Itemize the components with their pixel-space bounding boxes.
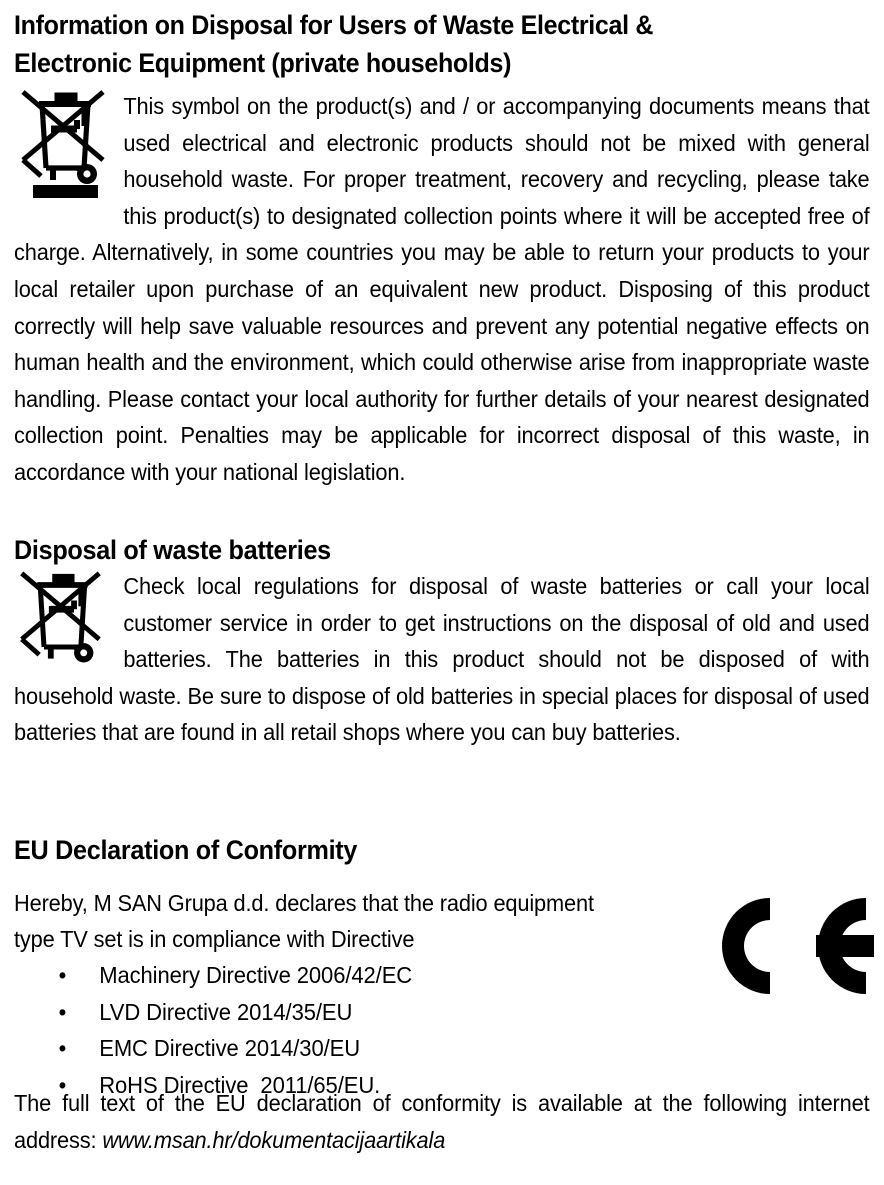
list-item xyxy=(0,1030,756,1067)
directives-list xyxy=(0,957,800,1103)
conformity-intro-line-1: Hereby, M SAN Grupa d.d. declares that the radio equipment xyxy=(14,890,594,916)
battery-disposal-paragraph xyxy=(14,568,870,751)
directive-label: EMC Directive 2014/30/EU xyxy=(99,1035,361,1061)
directive-label: RoHS Directive 2011/65/EU. xyxy=(99,1071,381,1098)
conformity-url: www.msan.hr/dokumentacijaartikala xyxy=(102,1126,446,1153)
bullet-icon: • xyxy=(58,962,67,988)
battery-paragraph-text: Check local regulations for disposal of waste batteries or call your local customer service in order to get instructions on the disposal of old and used batteries. The batteries in this product should not be disposed of with household waste. Be sure to dispose of old batteries in special places for disposal of used batteries that are found in all retail shops where you can buy batteries. xyxy=(14,573,870,746)
list-item xyxy=(0,957,756,994)
bullet-icon: • xyxy=(58,998,67,1025)
ce-conformity-mark xyxy=(688,890,874,1007)
conformity-intro-line-2: type TV set is in compliance with Directive xyxy=(14,926,415,952)
weee-icon-text-wrap-spacer xyxy=(14,88,123,206)
section-heading-eu-declaration: EU Declaration of Conformity xyxy=(14,835,358,865)
weee-paragraph-text: This symbol on the product(s) and / or accompanying documents means that used electrical and electronic products should not be mixed with general household waste. For proper treatment, recovery and recycling, please take this product(s) to designated collection points where it will be accepted free of charge. Alternatively, in some countries you may be able to return your products to your local retailer upon purchase of an equivalent new product. Disposing of this product correctly will help save valuable resources and prevent any potential negative effects on human health and the environment, which could otherwise arise from inappropriate waste handling. Please contact your local authority for further details of your nearest designated collection point. Penalties may be applicable for incorrect disposal of this waste, in accordance with your national legislation. xyxy=(14,93,870,485)
page-title-line-1: Information on Disposal for Users of Waste Electrical & xyxy=(14,10,654,40)
directive-label: Machinery Directive 2006/42/EC xyxy=(99,962,413,988)
bullet-icon: • xyxy=(58,1071,67,1098)
closing-text: The full text of the EU declaration of conformity is available at the following internet address: xyxy=(14,1090,870,1153)
weee-disposal-paragraph xyxy=(14,88,870,491)
list-item xyxy=(0,994,756,1031)
page-title-line-2: Electronic Equipment (private households) xyxy=(14,48,512,78)
directive-label: LVD Directive 2014/35/EU xyxy=(99,998,353,1025)
battery-icon-text-wrap-spacer xyxy=(14,568,123,672)
section-heading-waste-batteries: Disposal of waste batteries xyxy=(14,535,331,565)
conformity-closing-paragraph xyxy=(14,1085,870,1158)
bullet-icon: • xyxy=(58,1035,67,1061)
